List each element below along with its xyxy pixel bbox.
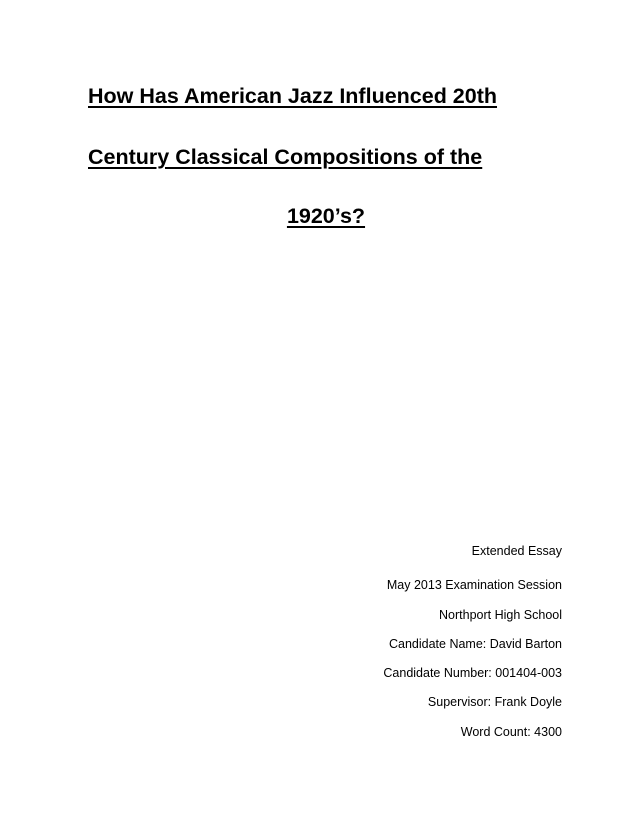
essay-type: Extended Essay bbox=[471, 544, 562, 558]
essay-title-line-1: How Has American Jazz Influenced 20th bbox=[88, 84, 498, 108]
school-name: Northport High School bbox=[439, 608, 562, 622]
word-count: Word Count: 4300 bbox=[460, 725, 562, 739]
examination-session: May 2013 Examination Session bbox=[386, 578, 562, 592]
candidate-name: Candidate Name: David Barton bbox=[388, 637, 562, 651]
essay-title-line-2: Century Classical Compositions of the bbox=[88, 145, 483, 169]
supervisor: Supervisor: Frank Doyle bbox=[427, 695, 562, 709]
candidate-number: Candidate Number: 001404-003 bbox=[383, 666, 562, 680]
essay-title-line-3: 1920’s? bbox=[286, 204, 366, 228]
